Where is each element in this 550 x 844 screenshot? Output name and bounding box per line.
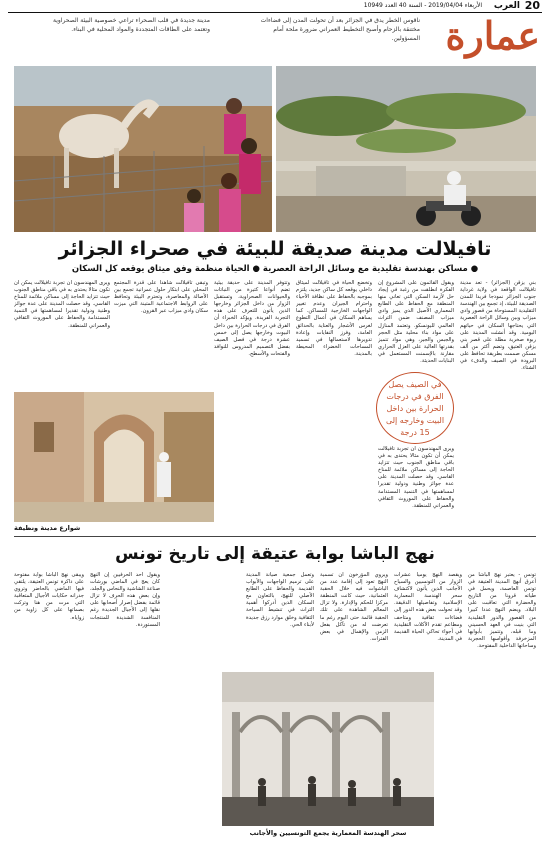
article2-col-2: ويقصد النهج يوميا عشرات الزوار من التونسيين والسياح الأجانب الذين يأتون لاكتشاف سحر الهندسة المعمارية الإسلامية وتفاصيلها الدقيقة. وقد تحولت بعض هذه الدور إلى فضاءات ثقافية ومتاحف ومطاعم تقدم الأكلات التقليدية في أجواء تحاكي الحياة القديمة في المدينة. xyxy=(394,572,462,642)
article2-col-3: ويروي المؤرخون أن تسمية النهج تعود إلى إقامة عدد من الباشوات فيه خلال الحقبة العثمانية، حيث كانت المنطقة مركزا للحكم والإدارة. ولا تزال المعالم الشاهدة على تلك الحقبة قائمة حتى اليوم رغم ما تعرضت له من تآكل بفعل الزمن والإهمال في بعض الفترات. xyxy=(320,572,388,642)
courtyard-photo xyxy=(222,672,434,826)
issue-info: الأربعاء 2019/04/04 - السنة 40 العدد 10949 xyxy=(363,2,482,9)
article1-col-2b: ويرى المهندسون أن تجربة تافيلالت يمكن أن تكون مثالا يحتذى به في باقي مناطق الجنوب حيث تتزايد الحاجة إلى مساكن ملائمة للمناخ القاسي. وقد حصلت المدينة على عدة جوائز وطنية ودولية تقديرا لمساهمتها في التنمية المستدامة والحفاظ على الموروث الثقافي والعمراني للمنطقة. xyxy=(378,446,454,509)
section-divider xyxy=(14,536,536,537)
article1-col-4: وتتوفر المدينة على حديقة بيئية تضم أنواعا كثيرة من النباتات والحيوانات الصحراوية، وتستقبل الزوار من داخل الجزائر وخارجها الذين يأتون للتعرف على هذه التجربة الفريدة. ويؤكد الخبراء أن الفرق في درجات الحرارة بين داخل البيوت وخارجها يصل إلى خمس عشرة درجة في فصل الصيف بفضل التصميم المدروس للنوافذ والفتحات والأسطح. xyxy=(214,280,290,357)
article1-col-1: بني يزقن (الجزائر) - تعد مدينة تافيلالت الواقعة في ولاية غرداية جنوب الجزائر نموذجا فريدا للمدن الصديقة للبيئة، إذ تجمع بين الهندسة التقليدية المستوحاة من قصور وادي ميزاب وبين وسائل الراحة العصرية التي يحتاجها السكان في حياتهم اليومية. وقد أنشئت المدينة على ربوة صخرية مطلة على قصر بني يزقن العتيق، وتضم أكثر من ألف مسكن صممت بطريقة تحافظ على البرودة في الصيف والدفء في الشتاء. xyxy=(460,280,536,372)
section-title: عمارة xyxy=(445,13,540,58)
article2-col-1: تونس - يعتبر نهج الباشا من أعرق أنهج المدينة العتيقة في تونس العاصمة، ويحمل في طياته قرونا من التاريخ والحضارة التي تعاقبت على البلاد. ويضم النهج عددا كبيرا من القصور والدور التقليدية التي بنيت في العهد الحسيني وما قبله، وتتميز بأبوابها المزخرفة وأقواسها الحجرية وساحاتها الداخلية المفتوحة. xyxy=(468,572,536,649)
article1-col-2: ويقول القائمون على المشروع إن الفكرة انطلقت من رغبة في إيجاد حل لأزمة السكن التي تعاني منها المنطقة مع الحفاظ على الطابع المعماري الأصيل الذي يميز وادي ميزاب المصنف ضمن التراث العالمي لليونسكو. وتعتمد المنازل على مواد بناء محلية مثل الحجر والجبس والجير، وهي مواد تتميز بقدرتها العالية على العزل الحراري مقارنة بالإسمنت المستعمل في البنايات الحديثة. xyxy=(378,280,454,365)
article2-col-6: ويبقى نهج الباشا بوابة مفتوحة على ذاكرة تونس العتيقة، يلتقي فيها الماضي بالحاضر وتروي جدرانه حكايات الأجيال المتعاقبة التي مرت من هنا وتركت بصماتها على كل زاوية من زواياه. xyxy=(14,572,84,621)
page-number: 20 xyxy=(524,0,540,12)
article2-col-5: ويقول أحد الحرفيين إن النهج كان يعج في الماضي بورشات صناعة الشاشية والنحاس والجلد، وإن بعض هذه الحرف لا تزال قائمة بفضل إصرار أصحابها على نقلها إلى الأجيال الجديدة رغم المنافسة الشديدة للمنتجات المستوردة. xyxy=(90,572,160,628)
alley-man-photo xyxy=(14,392,214,522)
article2-col-4: وتعمل جمعية صيانة المدينة على ترميم الواجهات والأبواب القديمة والحفاظ على الطابع الأصلي للنهج، بالتعاون مع السكان الذين أدركوا أهمية التراث في تنشيط السياحة الثقافية وخلق موارد رزق جديدة لأبناء الحي. xyxy=(246,572,314,628)
article1-photo-caption: شوارع مدينة ونظيفة xyxy=(14,524,81,532)
article2-headline: نهج الباشا بوابة عتيقة إلى تاريخ تونس xyxy=(115,544,435,564)
camel-children-photo xyxy=(14,66,272,232)
top-bar xyxy=(8,0,542,13)
teaser-1: ناقوس الخطر يدق في الجزائر بعد أن تحولت المدن إلى فضاءات مختنقة بالزحام وأصبح التخطيط العمراني ضرورة ملحة أمام المسؤولين. xyxy=(260,17,420,42)
article1-headline: تافيلالت مدينة صديقة للبيئة في صحراء الجزائر xyxy=(58,238,492,260)
article1-col-5: وتبقى تافيلالت شاهدا على قدرة المجتمع المحلي على ابتكار حلول عمرانية تجمع بين الأصالة والمعاصرة، وتحترم البيئة وتحافظ على الروابط الاجتماعية المتينة التي ميزت سكان وادي ميزاب عبر القرون. xyxy=(114,280,208,315)
article1-col-6: ويرى المهندسون أن تجربة تافيلالت يمكن أن تكون مثالا يحتذى به في باقي مناطق الجنوب حيث تتزايد الحاجة إلى مساكن ملائمة للمناخ القاسي. وقد حصلت المدينة على عدة جوائز وطنية ودولية تقديرا لمساهمتها في التنمية المستدامة والحفاظ على الموروث الثقافي والعمراني للمنطقة. xyxy=(14,280,110,329)
article1-col-3: وتخضع الحياة في تافيلالت لميثاق داخلي يوقعه كل ساكن جديد، يلتزم بموجبه بالحفاظ على نظافة الأحياء واحترام الجيران وعدم تغيير الواجهات الخارجية للمساكن. كما يساهم السكان في أعمال التطوع لغرس الأشجار والعناية بالحدائق العامة، وفرز النفايات وإعادة تدويرها لاستعمالها في تسميد المساحات الخضراء المحيطة بالمدينة. xyxy=(296,280,372,357)
teaser-2: مدينة جديدة في قلب الصحراء تراعي خصوصية البيئة الصحراوية وتعتمد على الطاقات المتجددة والمواد المحلية في البناء. xyxy=(53,17,210,33)
article2-photo-caption: سحر الهندسة المعمارية يجمع التونسيين والأجانب xyxy=(249,829,407,837)
article1-subheadline: ● مساكن بهندسة تقليدية مع وسائل الراحة العصرية ● الحياة منظمة وفق ميثاق يوقعه كل السكان xyxy=(71,264,479,274)
newspaper-logo: العرب xyxy=(493,1,520,11)
park-motorcycle-photo xyxy=(276,66,536,232)
article1-pull-quote: في الصيف يصل الفرق في درجات الحرارة بين داخل البيت وخارجه إلى 15 درجة xyxy=(376,372,454,444)
